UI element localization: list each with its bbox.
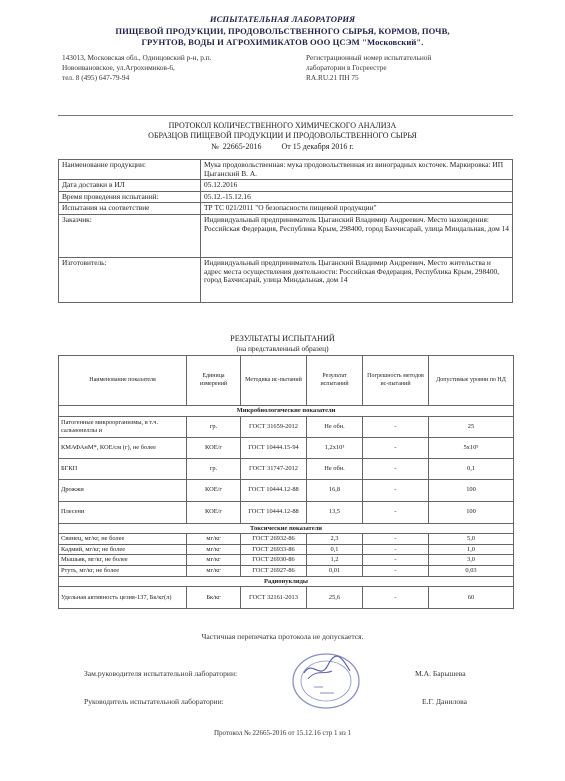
product-label: Наименование продукции: (59, 160, 201, 180)
test-time-label: Время проведения испытаний: (59, 191, 201, 203)
table-row: Патогенные микроорганизмы, в т.ч. сальмонеллы и гр. ГОСТ 31659-2012 Не обн. - 25 (59, 416, 514, 437)
col-header-unit: Единица измерений (187, 356, 241, 406)
info-row-tests (59, 203, 513, 215)
table-row: Ртуть, мг/кг, не более мг/кг ГОСТ 26927-86 0,01 - 0,03 (59, 565, 514, 576)
section-row-tox (59, 523, 514, 534)
table-row: Дрожжи КОЕ/г ГОСТ 10444.12-88 16,8 - 100 (59, 479, 514, 501)
table-row: Плесени КОЕ/г ГОСТ 10444.12-88 13,5 - 100 (59, 501, 514, 523)
col-header-error: Погрешность методов ис-пытаний (363, 356, 429, 406)
results-subtitle: (на представленный образец) (236, 344, 329, 353)
header-divider (58, 115, 513, 116)
head-signature-name: Е.Г. Данилова (422, 697, 467, 706)
delivery-value: 05.12.2016 (201, 180, 513, 192)
section-row-rad (59, 576, 514, 587)
lab-address: 143013, Московская обл., Одинцовский р-н, р.п. Новоивановское, ул.Агрохимиков-6, тел. 8 (495) 647-79-94 (62, 53, 212, 82)
info-row-maker (59, 257, 513, 302)
table-row: Кадмий, мг/кг, не более мг/кг ГОСТ 26933-86 0,1 - 1,0 (59, 544, 514, 555)
protocol-number: № 22665-2016 От 15 декабря 2016 г. (211, 142, 354, 151)
deputy-signature-label: Зам.руководителя испытательной лаборатории: (84, 669, 238, 678)
customer-label: Заказчик: (59, 214, 201, 257)
head-signature-label: Руководитель испытательной лаборатории: (84, 697, 224, 706)
footer-protocol-ref: Протокол № 22665-2016 от 15.12.16 стр 1 из 1 (213, 729, 352, 737)
tests-value: ТР ТС 021/2011 "О безопасности пищевой продукции" (201, 203, 513, 215)
info-row-delivery (59, 180, 513, 192)
customer-value: Индивидуальный предприниматель Цыганский Владимир Андреевич. Место нахождения: Российская Федерация, Республика Крым, 298400, город Бахчисарай, улица Миндальная, дом 14 (201, 214, 513, 257)
table-row: Свинец, мг/кг, не более мг/кг ГОСТ 26932-86 2,3 - 5,0 (59, 534, 514, 545)
info-row-product (59, 160, 513, 180)
results-title: РЕЗУЛЬТАТЫ ИСПЫТАНИЙ (230, 334, 335, 343)
lab-title-line3: ГРУНТОВ, ВОДЫ И АГРОХИМИКАТОВ ООО ЦСЭМ "Московский". (141, 37, 424, 47)
lab-title-line1: ИСПЫТАТЕЛЬНАЯ ЛАБОРАТОРИЯ (209, 14, 356, 24)
protocol-title-1: ПРОТОКОЛ КОЛИЧЕСТВЕННОГО ХИМИЧЕСКОГО АНАЛИЗА (168, 121, 397, 130)
section-row-micro (59, 406, 514, 417)
section-rad: Радионуклиды (59, 576, 514, 587)
deputy-signature-name: М.А. Барышева (415, 669, 466, 678)
reprint-note: Частичная перепечатка протокола не допускается. (201, 632, 364, 641)
table-row: БГКП гр. ГОСТ 31747-2012 Не обн. - 0,1 (59, 458, 514, 479)
col-header-name: Наименование показателя (59, 356, 187, 406)
product-value: Мука продовольственная: мука продовольственная из виноградных косточек. Маркировка: ИП Цыганский В. А. (201, 160, 513, 180)
table-row: Мышьяк, мг/кг, не более мг/кг ГОСТ 26930-86 1,2 - 3,0 (59, 555, 514, 566)
maker-label: Изготовитель: (59, 257, 201, 302)
col-header-result: Результат испытаний (307, 356, 363, 406)
test-time-value: 05.12.-15.12.16 (201, 191, 513, 203)
section-micro: Микробиологические показатели (59, 406, 514, 417)
table-row: Удельная активность цезия-137, Бк/кг(л) Бк/кг ГОСТ 32161-2013 25,6 - 60 (59, 587, 514, 609)
results-table (58, 355, 514, 609)
lab-registration: Регистрационный номер испытательной лаборатории в Госреестре RA.RU.21 ПН 75 (306, 53, 432, 82)
results-header-row (59, 356, 514, 406)
col-header-limit: Допустимые уровни по НД (429, 356, 514, 406)
maker-value: Индивидуальный предприниматель Цыганский Владимир Андреевич, Место жительства и адрес места осуществления деятельности: Российская Федерация, Республика Крым, 298400, город Бахчисарай, улица Миндальная, дом 14 (201, 257, 513, 302)
lab-stamp-icon (290, 651, 362, 711)
protocol-title-2: ОБРАЗЦОВ ПИЩЕВОЙ ПРОДУКЦИИ И ПРОДОВОЛЬСТВЕННОГО СЫРЬЯ (148, 131, 417, 140)
tests-label: Испытания на соответствие (59, 203, 201, 215)
section-tox: Токсические показатели (59, 523, 514, 534)
info-row-customer (59, 214, 513, 257)
sample-info-table (58, 159, 513, 303)
table-row: КМАФАнМ*, КОЕ/см (г), не более КОЕ/г ГОСТ 10444.15-94 1,2x10³ - 5x10⁵ (59, 437, 514, 458)
col-header-method: Методика ис-пытаний (241, 356, 307, 406)
delivery-label: Дата доставки в ИЛ (59, 180, 201, 192)
lab-title-line2: ПИЩЕВОЙ ПРОДУКЦИИ, ПРОДОВОЛЬСТВЕННОГО СЫРЬЯ, КОРМОВ, ПОЧВ, (115, 26, 450, 36)
info-row-test-time (59, 191, 513, 203)
